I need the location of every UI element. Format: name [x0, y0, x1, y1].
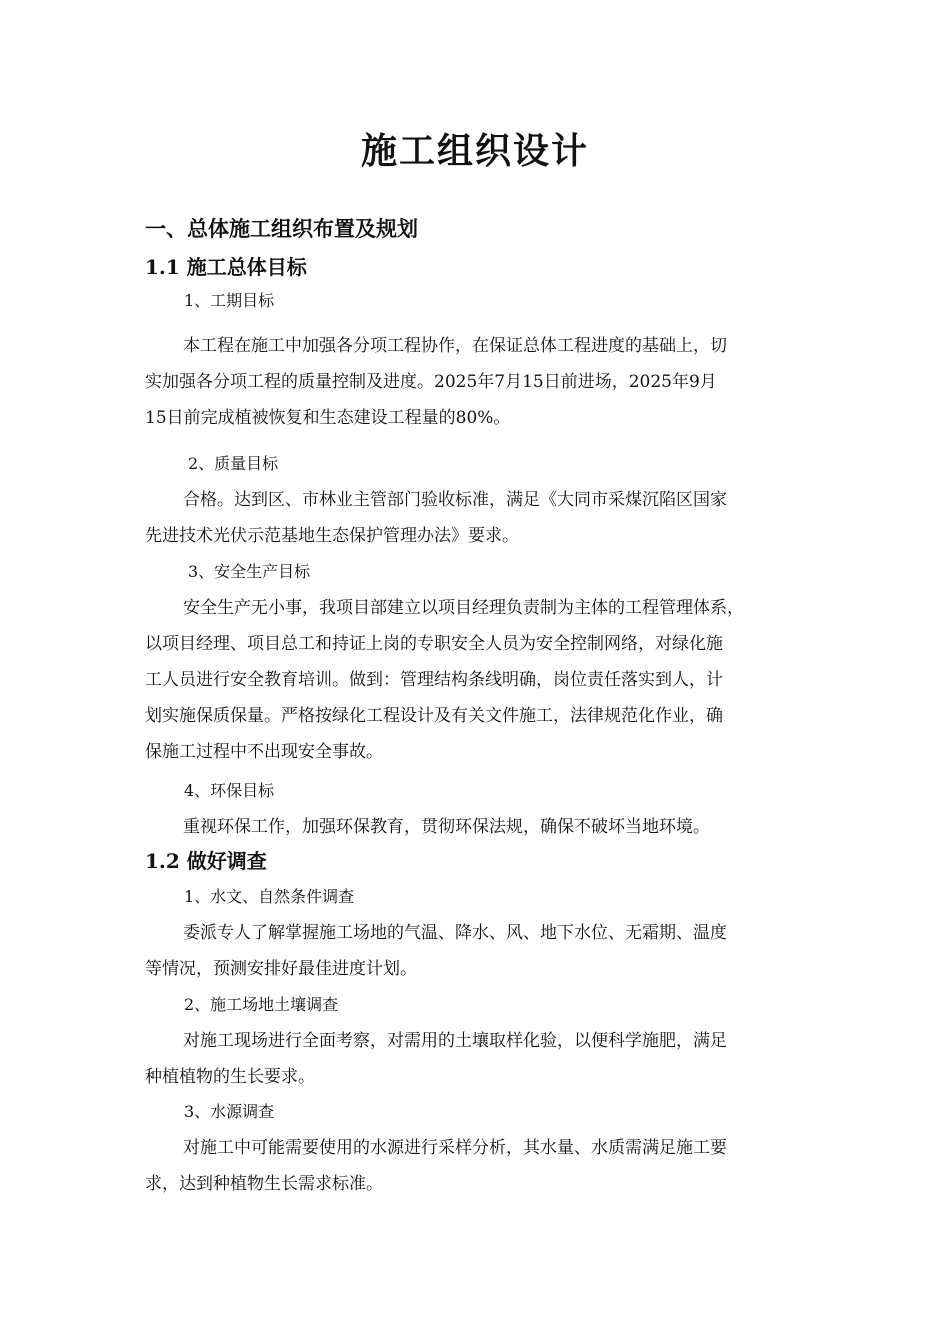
paragraph-line: 种植植物的生长要求。	[145, 1067, 315, 1087]
paragraph-safety-goal	[145, 590, 805, 770]
paragraph-line: 对施工现场进行全面考察，对需用的土壤取样化验，以便科学施肥，满足	[183, 1031, 727, 1051]
subsection-heading-1-1: 1.1 施工总体目标	[145, 255, 307, 279]
paragraph-line: 重视环保工作，加强环保教育，贯彻环保法规，确保不破坏当地环境。	[183, 817, 710, 837]
item-label-quality-goal: 2、质量目标	[188, 454, 279, 473]
subsection-heading-1-2: 1.2 做好调查	[145, 849, 267, 873]
paragraph-quality-goal	[145, 482, 805, 554]
paragraph-line: 划实施保质保量。严格按绿化工程设计及有关文件施工，法律规范化作业，确	[145, 706, 723, 726]
paragraph-line: 工人员进行安全教育培训。做到：管理结构条线明确，岗位责任落实到人，计	[145, 670, 723, 690]
paragraph-water-source-survey	[145, 1130, 805, 1202]
paragraph-line: 等情况，预测安排好最佳进度计划。	[145, 959, 417, 979]
paragraph-line: 以项目经理、项目总工和持证上岗的专职安全人员为安全控制网络，对绿化施	[145, 634, 723, 654]
paragraph-line: 保施工过程中不出现安全事故。	[145, 742, 383, 762]
paragraph-line: 求，达到种植物生长需求标准。	[145, 1174, 383, 1194]
item-label-safety-goal: 3、安全生产目标	[188, 562, 311, 581]
paragraph-schedule-goal	[145, 328, 805, 436]
paragraph-soil-survey	[145, 1023, 805, 1095]
item-label-schedule-goal: 1、工期目标	[184, 291, 275, 310]
item-label-hydrology-survey: 1、水文、自然条件调查	[184, 887, 355, 906]
item-label-soil-survey: 2、施工场地土壤调查	[184, 995, 339, 1014]
section-heading-1: 一、总体施工组织布置及规划	[145, 216, 418, 241]
item-label-environment-goal: 4、环保目标	[184, 781, 275, 800]
paragraph-environment-goal	[145, 809, 805, 845]
paragraph-hydrology-survey	[145, 915, 805, 987]
item-label-water-source-survey: 3、水源调查	[184, 1102, 275, 1121]
paragraph-line: 委派专人了解掌握施工场地的气温、降水、风、地下水位、无霜期、温度	[183, 923, 727, 943]
paragraph-line: 安全生产无小事，我项目部建立以项目经理负责制为主体的工程管理体系，	[183, 598, 744, 618]
paragraph-line: 对施工中可能需要使用的水源进行采样分析，其水量、水质需满足施工要	[183, 1138, 727, 1158]
paragraph-line: 实加强各分项工程的质量控制及进度。2025年7月15日前进场，2025年9月	[145, 372, 717, 392]
paragraph-line: 本工程在施工中加强各分项工程协作，在保证总体工程进度的基础上，切	[183, 336, 727, 356]
paragraph-line: 合格。达到区、市林业主管部门验收标准，满足《大同市采煤沉陷区国家	[183, 490, 727, 510]
document-title: 施工组织设计	[360, 130, 589, 172]
paragraph-line: 15日前完成植被恢复和生态建设工程量的80%。	[145, 408, 511, 428]
paragraph-line: 先进技术光伏示范基地生态保护管理办法》要求。	[145, 526, 519, 546]
